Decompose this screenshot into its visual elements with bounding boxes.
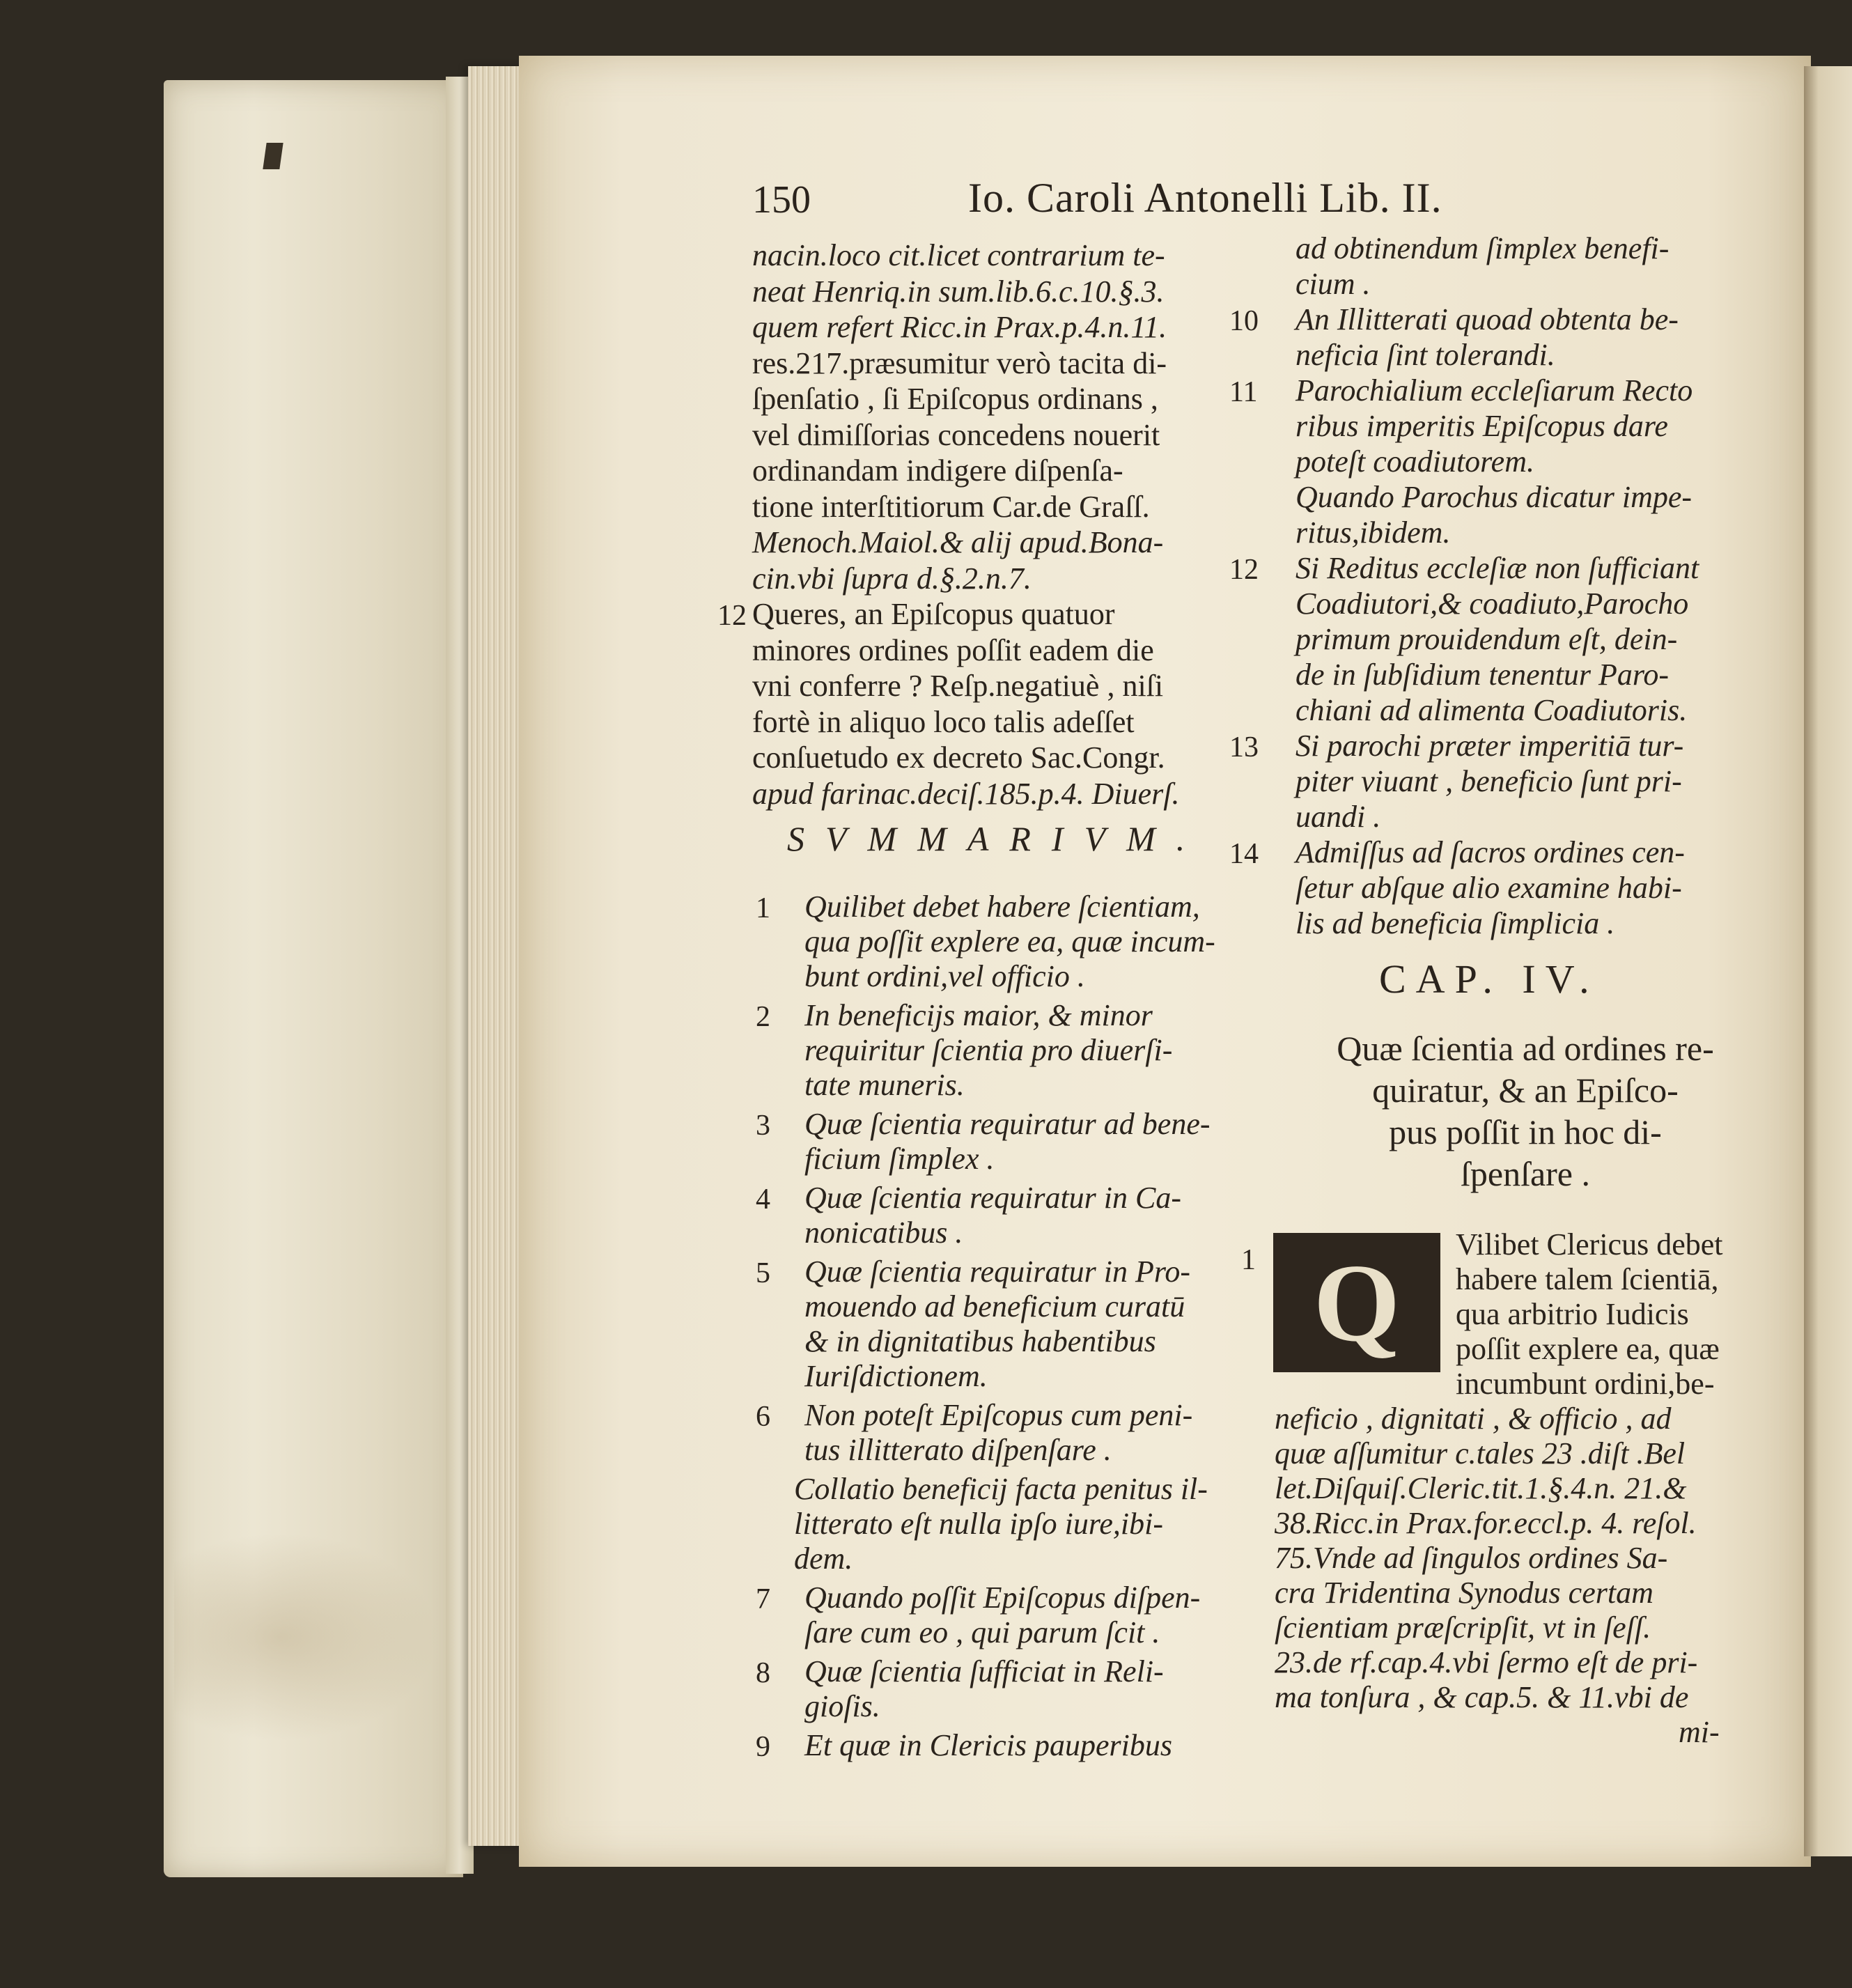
running-head: Io. Caroli Antonelli Lib. II.: [968, 175, 1442, 221]
summary-line: Non poteſt Epiſcopus cum peni-: [804, 1398, 1193, 1432]
marginal-number: 7: [756, 1583, 770, 1615]
marginal-number: 13: [1229, 731, 1259, 763]
marginal-number: 10: [1229, 305, 1259, 337]
chapter-title-line: quiratur, & an Epiſco-: [1372, 1071, 1679, 1110]
body-line: poſſit explere ea, quæ: [1456, 1332, 1720, 1366]
summary-line: nonicatibus .: [804, 1216, 963, 1250]
text-line: apud farinac.deciſ.185.p.4. Diuerſ.: [752, 776, 1180, 811]
summary-line: Iuriſdictionem.: [804, 1359, 988, 1393]
summary-line: mouendo ad beneficium curatū: [804, 1289, 1185, 1323]
summary-line: In beneficijs maior, & minor: [804, 998, 1153, 1032]
text-line: fortè in aliquo loco talis adeſſet: [752, 704, 1135, 739]
summary-line: ficium ſimplex .: [804, 1142, 995, 1176]
summary-line: litterato eſt nulla ipſo iure,ibi-: [794, 1507, 1163, 1541]
text-line: vel dimiſſorias concedens nouerit: [752, 417, 1160, 452]
summarium-title: SVMMARIVM.: [787, 819, 1206, 858]
summary-line: Parochialium eccleſiarum Recto: [1295, 373, 1693, 407]
summary-line: Quæ ſcientia requiratur in Pro-: [804, 1255, 1191, 1289]
marginal-number: 12: [1229, 554, 1259, 586]
text-line: Menoch.Maiol.& alij apud.Bona-: [752, 525, 1164, 559]
chapter-title-line: Quæ ſcientia ad ordines re-: [1337, 1029, 1714, 1068]
summary-line: Coadiutori,& coadiuto,Parocho: [1295, 587, 1689, 621]
body-line: 38.Ricc.in Prax.for.eccl.p. 4. reſol.: [1275, 1506, 1697, 1540]
summary-line: tate muneris.: [804, 1068, 965, 1102]
initial-letter: Q: [1313, 1240, 1401, 1365]
summary-line: tus illitterato diſpenſare .: [804, 1433, 1112, 1467]
marginal-number: 4: [756, 1183, 770, 1216]
marginal-number: 11: [1229, 376, 1258, 408]
summary-line: dem.: [794, 1542, 853, 1576]
summary-line: bunt ordini,vel officio .: [804, 959, 1085, 993]
marginal-number: 8: [756, 1657, 770, 1689]
marginal-number: 3: [756, 1110, 770, 1142]
text-line: ordinandam indigere diſpenſa-: [752, 453, 1123, 488]
summary-line: poteſt coadiutorem.: [1295, 444, 1534, 479]
summary-line: Si parochi præter imperitiā tur-: [1295, 729, 1684, 763]
summary-line: Admiſſus ad ſacros ordines cen-: [1295, 835, 1685, 869]
marginal-number: 9: [756, 1731, 770, 1763]
chapter-title-line: ſpenſare .: [1460, 1154, 1590, 1193]
summary-line: uandi .: [1295, 800, 1381, 834]
summary-line: cium .: [1295, 267, 1371, 301]
summary-line: & in dignitatibus habentibus: [804, 1324, 1156, 1358]
body-line: mi-: [1679, 1715, 1720, 1749]
text-line: tione interſtitiorum Car.de Graſſ.: [752, 489, 1150, 524]
summary-line: chiani ad alimenta Coadiutoris.: [1295, 693, 1688, 727]
marginal-number: 14: [1229, 838, 1259, 870]
summary-line: Quilibet debet habere ſcientiam,: [804, 890, 1200, 924]
summary-line: An Illitterati quoad obtenta be-: [1295, 302, 1679, 336]
summary-line: qua poſſit explere ea, quæ incum-: [804, 924, 1215, 958]
facing-page-edge: [1804, 66, 1852, 1856]
marginal-number: 6: [756, 1401, 770, 1433]
text-line: ſpenſatio , ſi Epiſcopus ordinans ,: [752, 382, 1158, 416]
chapter-title: [1282, 1027, 1769, 1195]
chapter-title-line: pus poſſit in hoc di-: [1389, 1112, 1662, 1151]
summary-line: ſetur abſque alio examine habi-: [1295, 871, 1682, 905]
summary-line: lis ad beneficia ſimplicia .: [1295, 906, 1615, 940]
summary-line: requiritur ſcientia pro diuerſi-: [804, 1033, 1173, 1067]
summary-line: Quando poſſit Epiſcopus diſpen-: [804, 1581, 1201, 1615]
text-line: vni conferre ? Reſp.negatiuè , niſi: [752, 669, 1164, 703]
summary-line: Si Reditus eccleſiæ non ſufficiant: [1295, 551, 1699, 585]
summary-line: Quando Parochus dicatur impe-: [1295, 480, 1693, 514]
marginal-number: 1: [756, 892, 770, 924]
cover-stain: [174, 1532, 439, 1741]
body-line: incumbunt ordini,be-: [1456, 1367, 1715, 1401]
body-line: let.Diſquiſ.Cleric.tit.1.§.4.n. 21.&: [1275, 1471, 1687, 1505]
summary-line: ribus imperitis Epiſcopus dare: [1295, 409, 1668, 443]
body-line: ſcientiam præſcripſit, vt in ſeſſ.: [1275, 1610, 1651, 1645]
summary-line: Quæ ſcientia ſufficiat in Reli-: [804, 1654, 1164, 1688]
body-line: qua arbitrio Iudicis: [1456, 1297, 1689, 1331]
body-line: Vilibet Clericus debet: [1456, 1227, 1723, 1261]
text-line: conſuetudo ex decreto Sac.Congr.: [752, 740, 1165, 775]
text-line: minores ordines poſſit eadem die: [752, 632, 1154, 667]
body-line: 23.de rf.cap.4.vbi ſermo eſt de pri-: [1275, 1645, 1698, 1679]
body-line: quæ aſſumitur c.tales 23 .diſt .Bel: [1275, 1436, 1686, 1470]
summary-line: ritus,ibidem.: [1295, 515, 1451, 550]
body-line: cra Tridentina Synodus certam: [1275, 1576, 1653, 1610]
summary-line: de in ſubſidium tenentur Paro-: [1295, 658, 1670, 692]
body-line: ma tonſura , & cap.5. & 11.vbi de: [1275, 1680, 1689, 1714]
summary-line: piter viuant , beneficio ſunt pri-: [1295, 764, 1682, 798]
summary-line: Collatio beneficij facta penitus il-: [794, 1472, 1208, 1506]
body-line: neficio , dignitati , & officio , ad: [1275, 1401, 1672, 1436]
chapter-heading: CAP. IV.: [1379, 956, 1599, 1002]
body-line: 75.Vnde ad ſingulos ordines Sa-: [1275, 1541, 1668, 1575]
marginal-number: 12: [717, 600, 747, 632]
summary-line: ſare cum eo , qui parum ſcit .: [804, 1615, 1160, 1649]
text-line: quem refert Ricc.in Prax.p.4.n.11.: [752, 310, 1167, 344]
marginal-number: 2: [756, 1001, 770, 1033]
body-line: habere talem ſcientiā,: [1456, 1262, 1719, 1296]
page-number: 150: [752, 178, 811, 222]
marginal-number: 5: [756, 1257, 770, 1289]
summary-line: primum prouidendum eſt, dein-: [1295, 622, 1678, 656]
text-line: neat Henriq.in sum.lib.6.c.10.§.3.: [752, 274, 1165, 309]
text-line: nacin.loco cit.licet contrarium te-: [752, 238, 1165, 272]
summary-line: Quæ ſcientia requiratur ad bene-: [804, 1107, 1211, 1141]
text-line: cin.vbi ſupra d.§.2.n.7.: [752, 561, 1032, 596]
summary-line: gioſis.: [804, 1689, 880, 1723]
body-paragraph-number: 1: [1241, 1244, 1256, 1276]
text-line: res.217.præsumitur verò tacita di-: [752, 345, 1167, 380]
decorated-initial: [1273, 1233, 1440, 1372]
summary-line: Quæ ſcientia requiratur in Ca-: [804, 1181, 1182, 1215]
text-line: Queres, an Epiſcopus quatuor: [752, 597, 1115, 631]
summary-line: neficia ſint tolerandi.: [1295, 338, 1555, 372]
summary-line: Et quæ in Clericis pauperibus: [804, 1728, 1172, 1762]
summary-line: ad obtinendum ſimplex benefi-: [1295, 231, 1670, 265]
